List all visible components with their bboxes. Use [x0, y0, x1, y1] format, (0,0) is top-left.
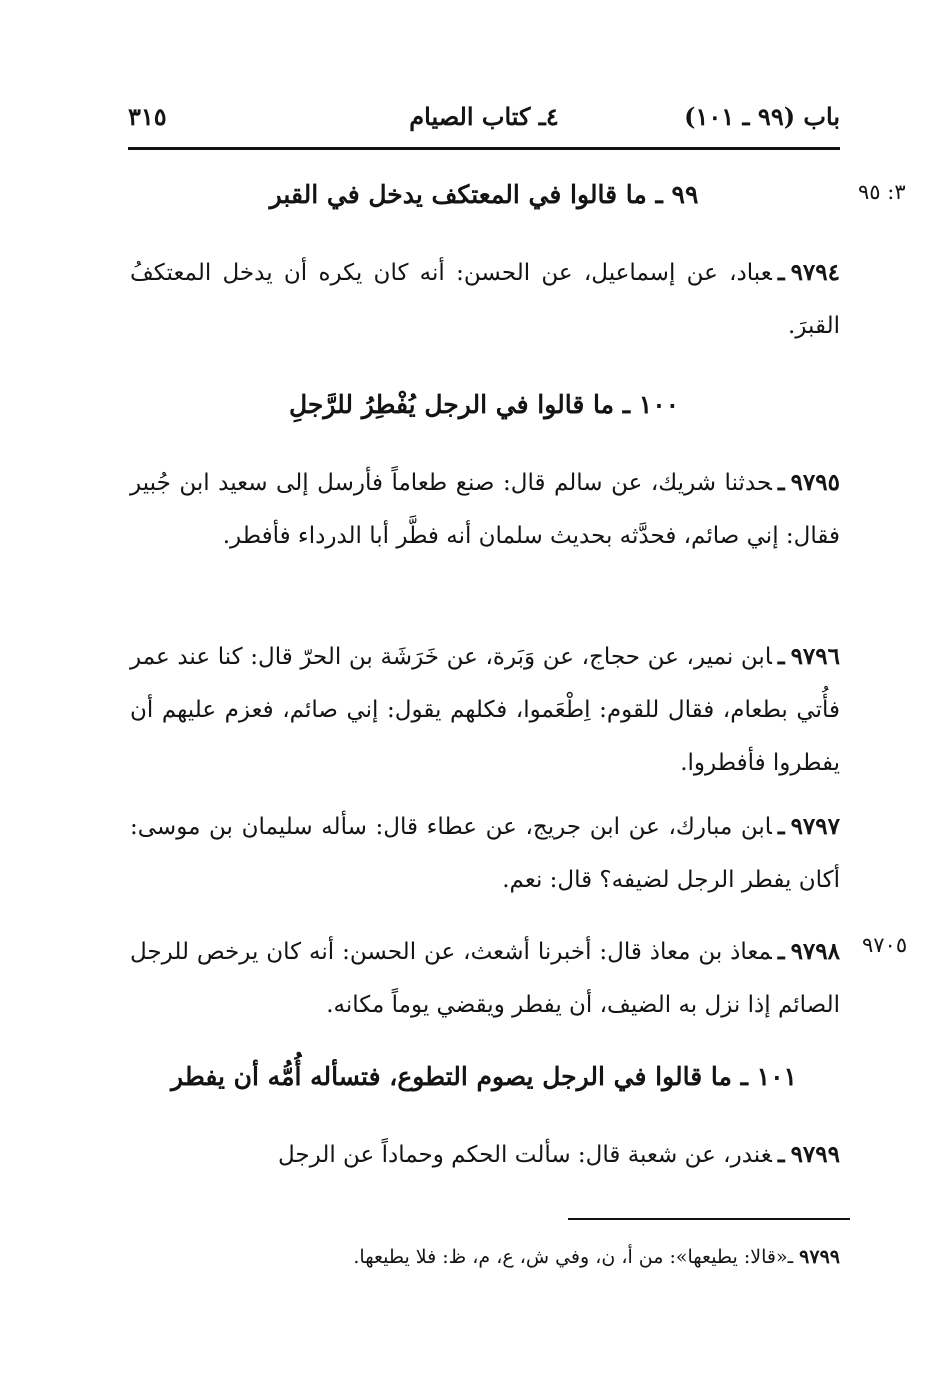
- hadith-9794: [130, 246, 840, 353]
- hadith-dash: ـ: [777, 469, 785, 496]
- section-range: باب (٩٩ ـ ١٠١): [684, 102, 840, 131]
- hadith-text: معاذ بن معاذ قال: أخبرنا أشعث، عن الحسن: أنه كان يرخص للرجل الصائم إذا نزل به الضيف، أن يفطر ويقضي يوماً مكانه.: [130, 939, 840, 1018]
- hadith-9797: [130, 800, 840, 907]
- footnote: [130, 1242, 840, 1272]
- chapter-heading-99: ٩٩ ـ ما قالوا في المعتكف يدخل في القبر: [269, 180, 699, 209]
- hadith-text: عباد، عن إسماعيل، عن الحسن: أنه كان يكره أن يدخل المعتكفُ القبرَ.: [130, 260, 840, 339]
- hadith-number: ٩٧٩٥: [790, 469, 840, 496]
- hadith-number: ٩٧٩٨: [790, 938, 840, 965]
- hadith-text: غندر، عن شعبة قال: سألت الحكم وحماداً عن الرجل: [278, 1142, 772, 1168]
- hadith-9796: [130, 630, 840, 790]
- hadith-dash: ـ: [777, 643, 785, 670]
- hadith-number: ٩٧٩٦: [790, 643, 840, 670]
- hadith-9795: [130, 456, 840, 563]
- hadith-text: ابن نمير، عن حجاج، عن وَبَرة، عن خَرَشَة بن الحرّ قال: كنا عند عمر فأُتي بطعام، فقال للقوم: اِطْعَموا، فكلهم يقول: إني صائم، فعزم عليهم أن يفطروا فأفطروا.: [130, 644, 840, 776]
- footnote-rule: [568, 1218, 850, 1220]
- hadith-dash: ـ: [777, 938, 785, 965]
- footnote-number: ٩٧٩٩: [799, 1246, 840, 1268]
- hadith-dash: ـ: [777, 259, 785, 286]
- margin-hadith-ref: ٩٧٠٥: [862, 933, 908, 957]
- hadith-number: ٩٧٩٧: [790, 813, 840, 840]
- page-number: ٣١٥: [128, 102, 167, 131]
- chapter-heading-101: ١٠١ ـ ما قالوا في الرجل يصوم التطوع، فتسأله أُمُّه أن يفطر: [171, 1062, 797, 1091]
- hadith-dash: ـ: [777, 813, 785, 840]
- footnote-text: «قالا: يطيعها»: من أ، ن، وفي ش، ع، م، ظ: فلا يطيعها.: [353, 1246, 788, 1268]
- hadith-text: ابن مبارك، عن ابن جريج، عن عطاء قال: سأله سليمان بن موسى: أكان يفطر الرجل لضيفه؟ قال: نعم.: [130, 814, 840, 893]
- hadith-number: ٩٧٩٩: [790, 1141, 840, 1168]
- chapter-heading-100: ١٠٠ ـ ما قالوا في الرجل يُفْطِرُ للرَّجلِ: [288, 390, 680, 419]
- running-head: [128, 96, 840, 146]
- hadith-9799: [130, 1128, 840, 1182]
- hadith-dash: ـ: [777, 1141, 785, 1168]
- footnote-dash: ـ: [787, 1246, 794, 1268]
- hadith-text: حدثنا شريك، عن سالم قال: صنع طعاماً فأرسل إلى سعيد ابن جُبير فقال: إني صائم، فحدَّثه بحديث سلمان أنه فطَّر أبا الدرداء فأفطر.: [130, 470, 840, 549]
- header-rule: [128, 147, 840, 150]
- book-title: ٤ـ كتاب الصيام: [409, 102, 559, 131]
- hadith-9798: [130, 925, 840, 1032]
- hadith-number: ٩٧٩٤: [790, 259, 840, 286]
- margin-volume-ref: ٣: ٩٥: [858, 180, 906, 204]
